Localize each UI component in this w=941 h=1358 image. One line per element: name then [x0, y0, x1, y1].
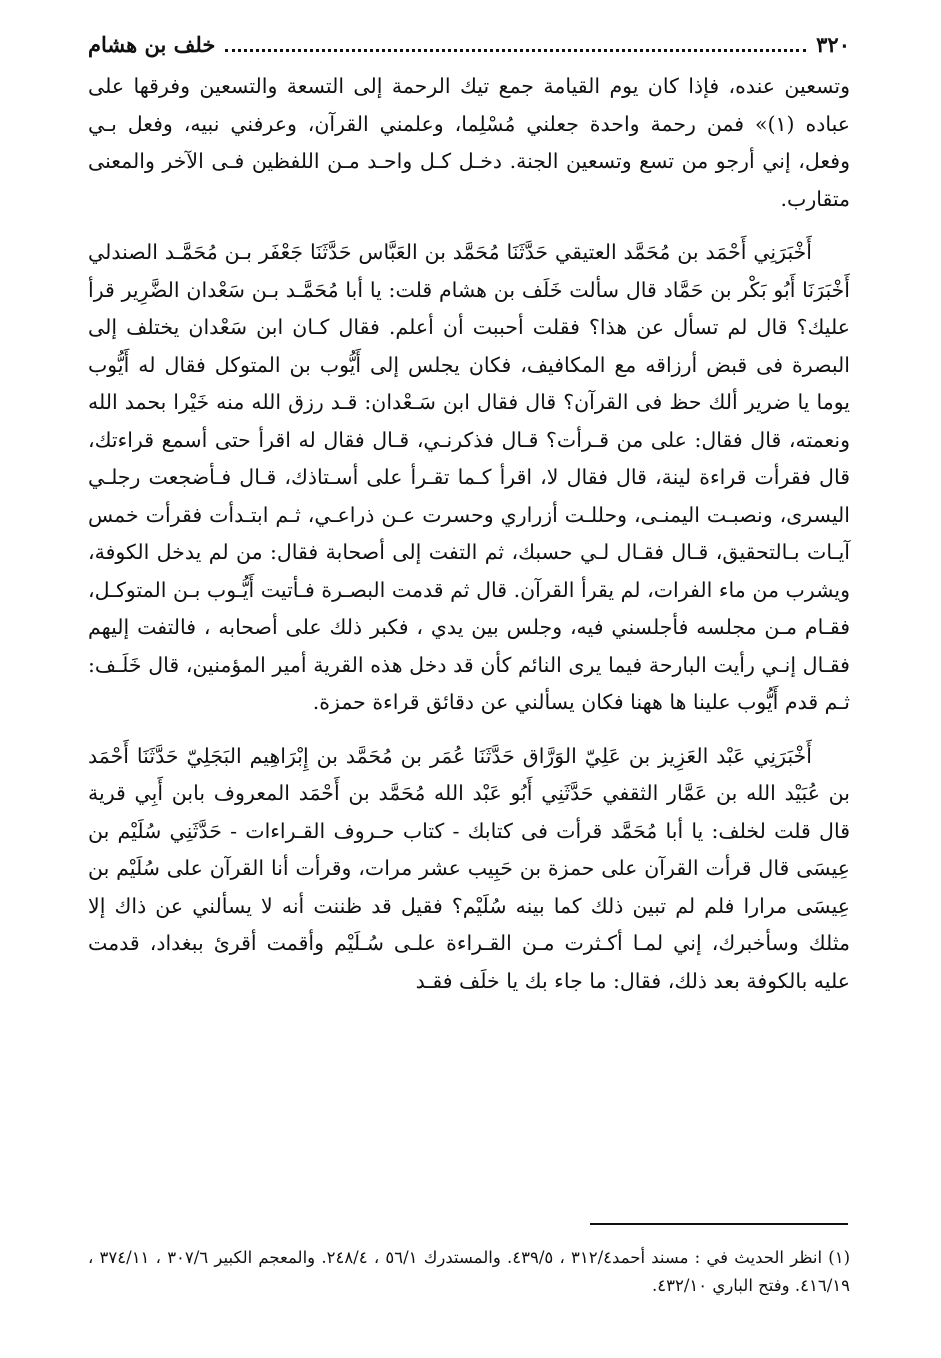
page-header [88, 28, 850, 62]
header-dot-leader [225, 31, 806, 52]
footnote: (١) انظر الحديث في : مسند أحمد٣١٢/٤ ، ٤٣٩/٥. والمستدرك ٥٦/١ ، ٢٤٨/٤. والمعجم الكبير ٣٠٧/٦ ، ٣٧٤/١١ ، ٤١٦/١٩. وفتح الباري ٤٣٢/١٠. [88, 1248, 850, 1295]
paragraph-sulaym-narration: أَخْبَرَنِي عَبْد العَزِيز بن عَلِيّ الوَرَّاق حَدَّثَنَا عُمَر بن مُحَمَّد بن إِبْرَاهِيم البَجَلِيّ حَدَّثَنَا أَحْمَد بن عُبَيْد الله بن عَمَّار الثقفي حَدَّثَنِي أَبُو عَبْد الله مُحَمَّد بن أَحْمَد المعروف بابن أَبِي قرية قال قلت لخلف: يا أبا مُحَمَّد قرأت فى كتابك - كتاب حـروف القـراءات - حَدَّثَنِي سُلَيْم بن عِيسَى قال قرأت القرآن على حمزة بن حَبِيب عشر مرات، وقرأت أنا القرآن على سُلَيْم بن عِيسَى مرارا فلم لم تبين ذلك كما بينه سُلَيْم؟ فقيل قد ظننت أنه لا يسألني عن ذاك إلا مثلك وسأخبرك، إني لمـا أكـثرت مـن القـراءة علـى سُـلَيْم وأقمت أقرئ ببغداد، قدمت عليه بالكوفة بعد ذلك، فقال: ما جاء بك يا خلَف فقـد [88, 743, 850, 993]
page-number: ٣٢٠ [816, 32, 850, 57]
footnote-separator [590, 1223, 848, 1225]
main-text [88, 68, 850, 1000]
running-title: خلف بن هشام [88, 32, 216, 57]
book-page [88, 28, 850, 1000]
paragraph-continuation: وتسعين عنده، فإذا كان يوم القيامة جمع تيك الرحمة إلى التسعة والتسعين وفرقها على عباده (١)» فمن رحمة واحدة جعلني مُسْلِما، وعلمني القرآن، وعرفني نبيه، وفعل بـي وفعل، إني أرجو من تسع وتسعين الجنة. دخـل كـل واحـد مـن اللفظين فـى الآخر والمعنى متقارب. [88, 74, 850, 211]
paragraph-khalaf-saadan-narration: أَخْبَرَنِي أَحْمَد بن مُحَمَّد العتيقي حَدَّثَنَا مُحَمَّد بن العَبَّاس حَدَّثَنَا جَعْفَر بـن مُحَمَّـد الصندلي أَخْبَرَنَا أَبُو بَكْر بن حَمَّاد قال سألت خَلَف بن هشام قلت: يا أبا مُحَمَّـد بـن سَعْدان الضَّرِير قرأ عليك؟ قال لم تسأل عن هذا؟ فقلت أحببت أن أعلم. فقال كـان ابن سَعْدان يختلف إلى البصرة فى قبض أرزاقه مع المكافيف، فكان يجلس إلى أَيُّوب بن المتوكل فقال له أَيُّوب يوما يا ضرير ألك حظ فى القرآن؟ قال فقال ابن سَـعْدان: قـد رزق الله منه خَيْرا بحمد الله ونعمته، قال فقال: على من قـرأت؟ قـال فذكرنـي، قـال فقال له اقرأ حتى أسمع قراءتك، قال فقرأت قراءة لينة، قال فقال لا، اقرأ كـما تقـرأ على أسـتاذك، قـال فـأضجعت رجلـي اليسرى، ونصبـت اليمنـى، وحللـت أزراري وحسرت عـن ذراعـي، ثـم ابتـدأت فقرأت خمس آيـات بـالتحقيق، قـال فقـال لـي حسبك، ثم التفت إلى أصحابة فقال: من لم يدخل الكوفة، ويشرب من ماء الفرات، لم يقرأ القرآن. قال ثم قدمت البصـرة فـأتيت أَيُّـوب بـن المتوكـل، فقـام مـن مجلسه فأجلسني فيه، وجلس بين يدي ، فكبر ذلك على أصحابه ، فالتفت إليهم فقـال إنـي رأيت البارحة فيما يرى النائم كأن قد دخل هذه القرية أمير المؤمنين، قال خَلَـف: ثـم قدم أَيُّوب علينا ها ههنا فكان يسألني عن دقائق قراءة حمزة. [88, 240, 850, 714]
